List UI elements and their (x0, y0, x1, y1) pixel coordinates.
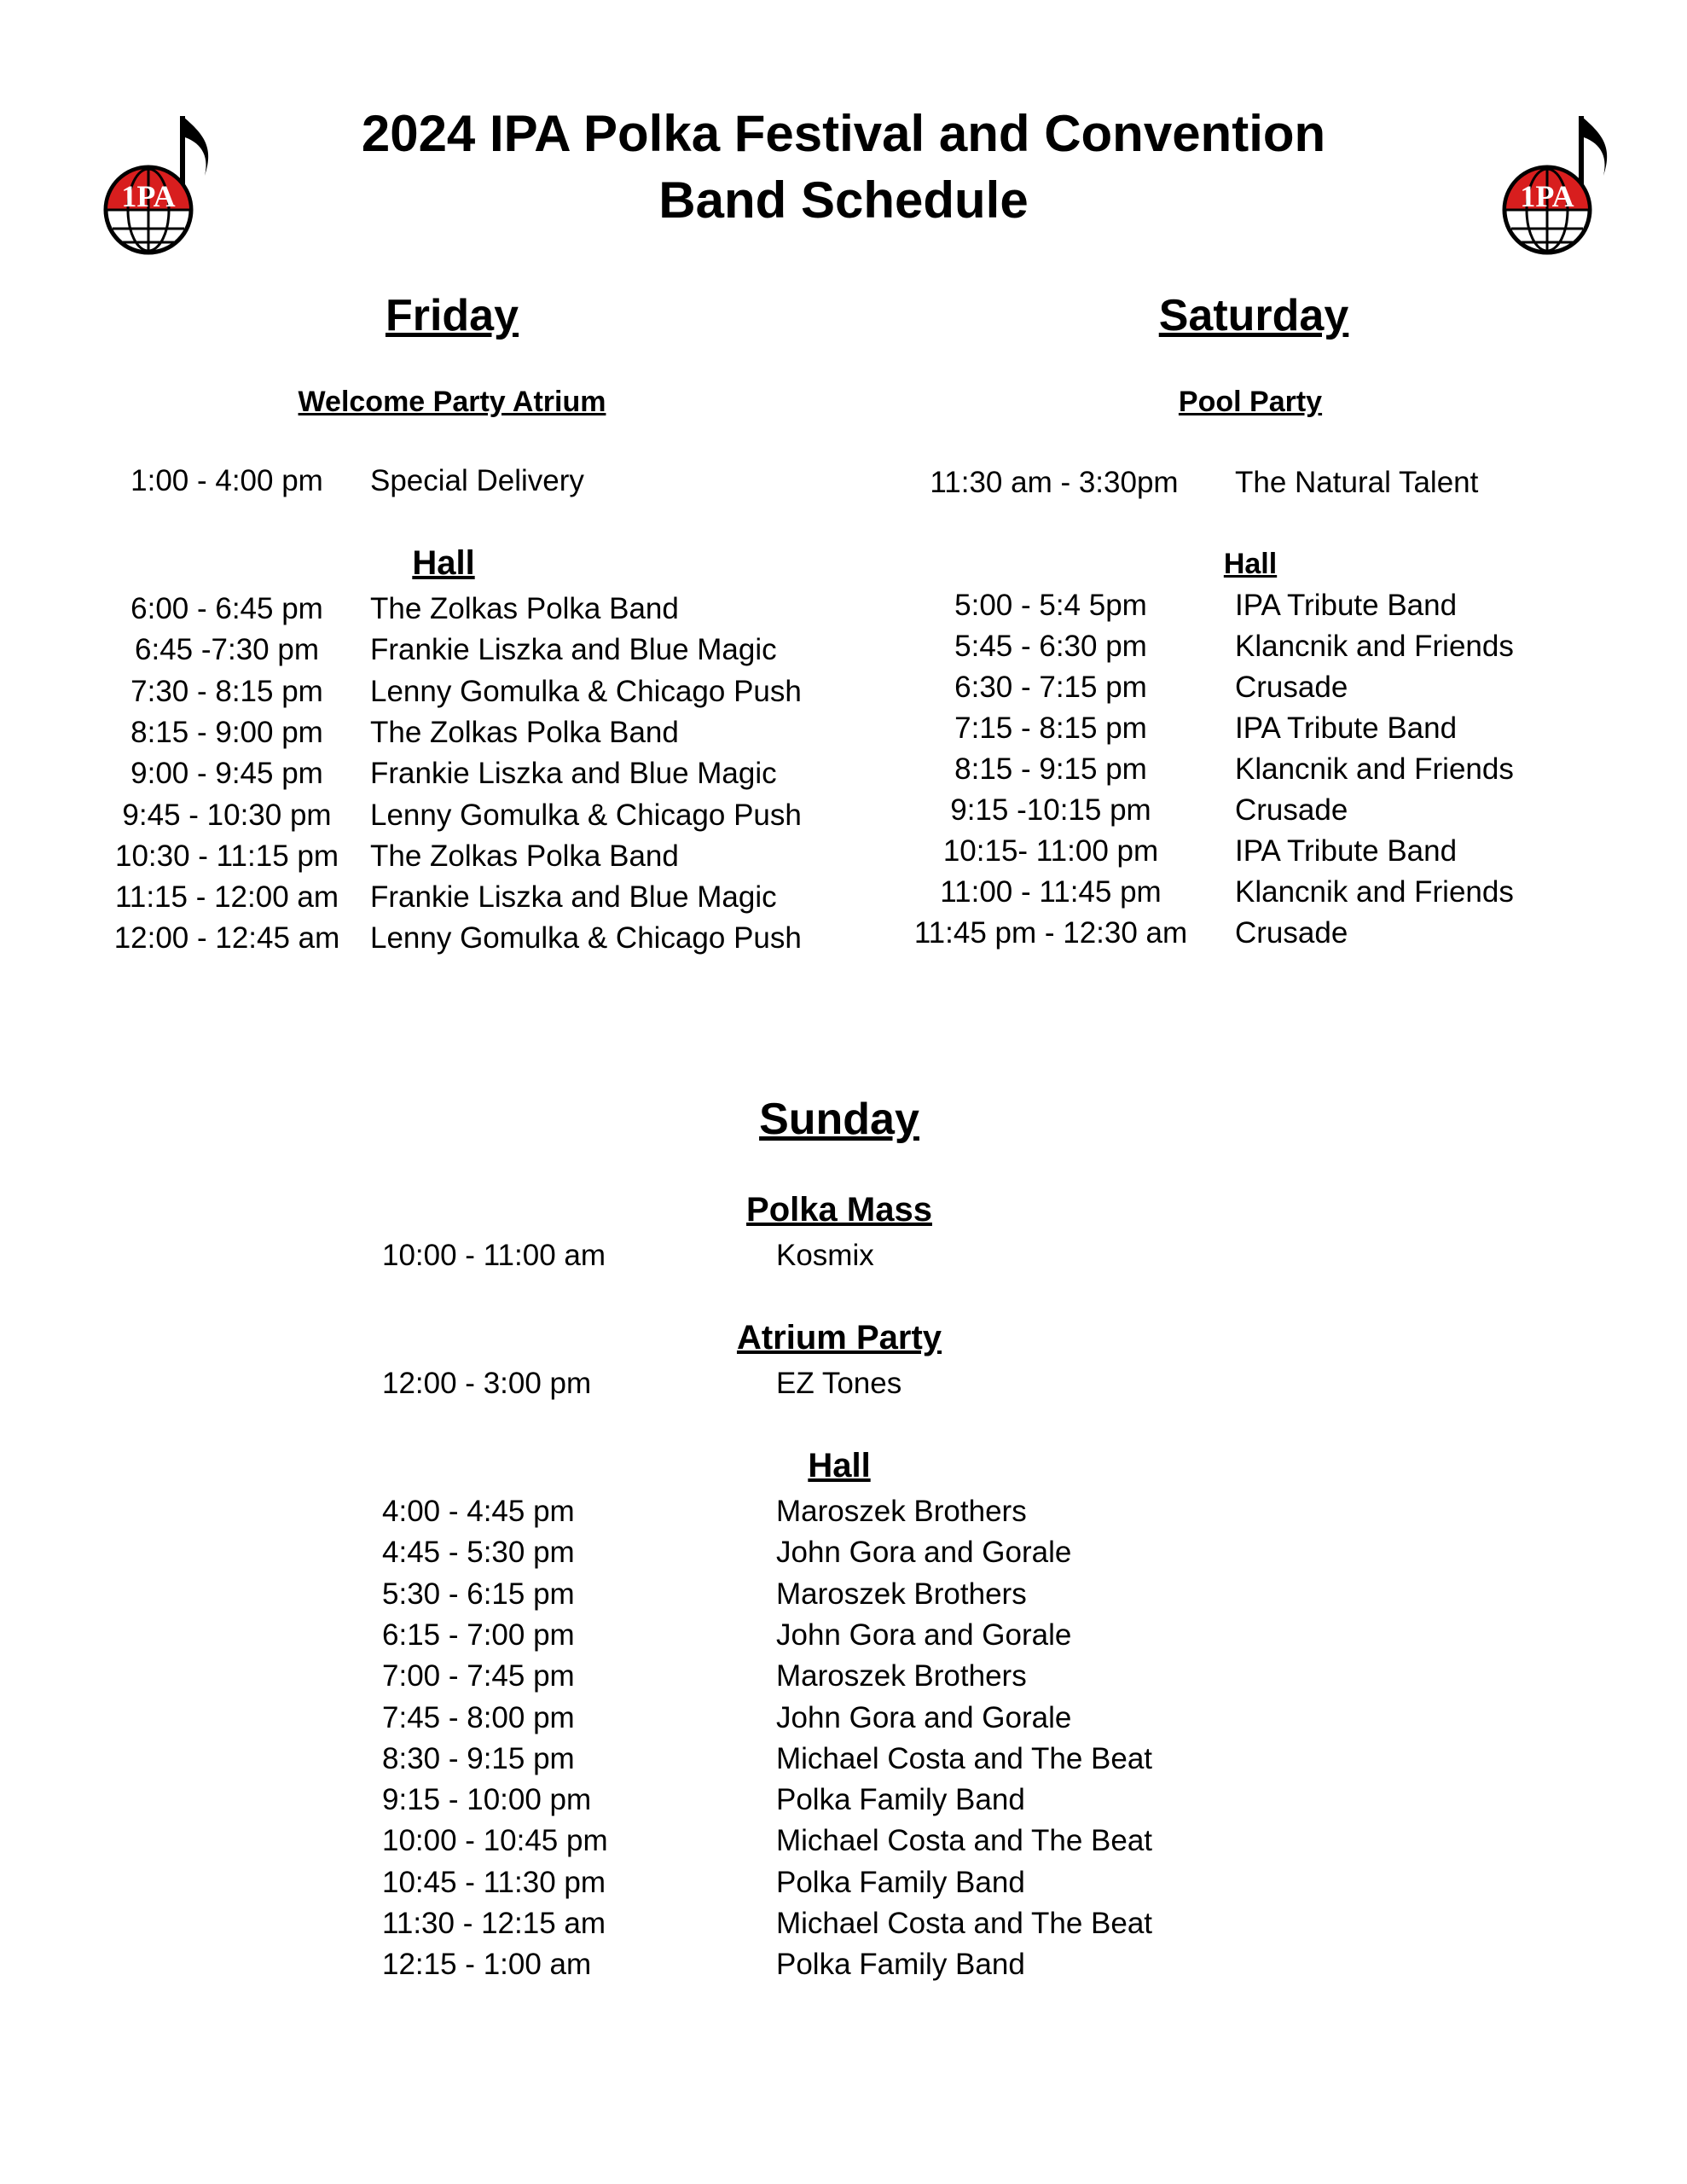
slot-band: Special Delivery (370, 464, 584, 497)
slot-band: Crusade (1235, 916, 1348, 950)
slot-band: Kosmix (776, 1239, 874, 1272)
slot-time: 9:00 - 9:45 pm (130, 757, 323, 791)
slot-band: Frankie Liszka and Blue Magic (370, 633, 777, 667)
slot-band: Maroszek Brothers (776, 1495, 1027, 1528)
slot-band: Klancnik and Friends (1235, 875, 1514, 909)
slot-time: 7:30 - 8:15 pm (130, 674, 323, 708)
slot-band: The Natural Talent (1235, 466, 1479, 499)
slot-band: IPA Tribute Band (1235, 834, 1458, 868)
title-line-1: 2024 IPA Polka Festival and Convention (361, 105, 1326, 162)
slot-band: EZ Tones (776, 1367, 902, 1400)
slot-band: The Zolkas Polka Band (370, 839, 679, 873)
saturday-pool-heading: Pool Party (1178, 386, 1323, 418)
slot-time: 6:30 - 7:15 pm (954, 671, 1147, 704)
slot-time: 6:45 -7:30 pm (135, 633, 319, 667)
slot-band: John Gora and Gorale (776, 1536, 1072, 1570)
sunday-mass-heading: Polka Mass (746, 1191, 932, 1228)
friday-welcome-heading: Welcome Party Atrium (298, 386, 606, 418)
slot-band: The Zolkas Polka Band (370, 715, 679, 749)
slot-band: Lenny Gomulka & Chicago Push (370, 921, 802, 956)
svg-text:1PA: 1PA (1520, 179, 1574, 213)
slot-band: Maroszek Brothers (776, 1659, 1027, 1693)
slot-time: 12:00 - 3:00 pm (382, 1367, 592, 1400)
saturday-hall-heading: Hall (1223, 548, 1278, 580)
slot-time: 9:15 - 10:00 pm (382, 1783, 592, 1817)
friday-hall-heading: Hall (412, 544, 475, 582)
svg-text:1PA: 1PA (121, 179, 176, 213)
slot-time: 8:15 - 9:00 pm (130, 715, 323, 749)
slot-band: Frankie Liszka and Blue Magic (370, 757, 777, 791)
slot-band: IPA Tribute Band (1235, 589, 1458, 622)
slot-time: 11:15 - 12:00 am (114, 880, 339, 915)
slot-band: John Gora and Gorale (776, 1618, 1072, 1652)
slot-band: Michael Costa and The Beat (776, 1741, 1153, 1775)
slot-time: 5:00 - 5:4 5pm (954, 589, 1147, 622)
slot-time: 10:45 - 11:30 pm (382, 1865, 606, 1899)
slot-band: Crusade (1235, 671, 1348, 704)
slot-time: 10:00 - 10:45 pm (382, 1824, 608, 1858)
slot-time: 12:00 - 12:45 am (113, 921, 340, 956)
page-title (0, 101, 1687, 234)
slot-time: 7:15 - 8:15 pm (954, 712, 1147, 745)
slot-band: Klancnik and Friends (1235, 630, 1514, 663)
slot-time: 10:00 - 11:00 am (382, 1239, 606, 1272)
slot-time: 10:15- 11:00 pm (942, 834, 1159, 868)
sunday-hall-heading: Hall (808, 1447, 871, 1484)
saturday-heading: Saturday (1158, 291, 1349, 340)
slot-band: Michael Costa and The Beat (776, 1907, 1153, 1940)
slot-band: Klancnik and Friends (1235, 752, 1514, 786)
slot-time: 7:45 - 8:00 pm (382, 1700, 575, 1734)
slot-band: Lenny Gomulka & Chicago Push (370, 674, 802, 708)
slot-band: The Zolkas Polka Band (370, 592, 679, 625)
slot-band: Polka Family Band (776, 1783, 1025, 1817)
slot-time: 5:30 - 6:15 pm (382, 1577, 575, 1611)
slot-time: 8:30 - 9:15 pm (382, 1741, 575, 1775)
slot-time: 7:00 - 7:45 pm (382, 1659, 575, 1693)
slot-band: IPA Tribute Band (1235, 712, 1458, 745)
slot-time: 11:30 - 12:15 am (382, 1907, 606, 1940)
slot-time: 12:15 - 1:00 am (382, 1948, 592, 1982)
slot-band: Michael Costa and The Beat (776, 1824, 1153, 1858)
slot-band: Crusade (1235, 793, 1348, 827)
slot-band: Frankie Liszka and Blue Magic (370, 880, 777, 915)
sunday-heading: Sunday (759, 1095, 919, 1144)
slot-time: 4:00 - 4:45 pm (382, 1495, 575, 1528)
slot-time: 8:15 - 9:15 pm (954, 752, 1147, 786)
slot-band: Lenny Gomulka & Chicago Push (370, 798, 802, 832)
slot-band: Maroszek Brothers (776, 1577, 1027, 1611)
slot-time: 9:15 -10:15 pm (950, 793, 1151, 827)
slot-time: 11:30 am - 3:30pm (930, 466, 1179, 499)
slot-time: 11:45 pm - 12:30 am (913, 916, 1188, 950)
slot-band: Polka Family Band (776, 1948, 1025, 1982)
slot-time: 10:30 - 11:15 pm (114, 839, 339, 873)
slot-time: 6:15 - 7:00 pm (382, 1618, 575, 1652)
sunday-atrium-heading: Atrium Party (736, 1319, 942, 1356)
slot-time: 5:45 - 6:30 pm (954, 630, 1147, 663)
title-line-2: Band Schedule (658, 171, 1029, 229)
slot-time: 1:00 - 4:00 pm (130, 464, 323, 497)
slot-time: 6:00 - 6:45 pm (130, 592, 323, 625)
slot-time: 11:00 - 11:45 pm (940, 875, 1162, 909)
slot-band: John Gora and Gorale (776, 1700, 1072, 1734)
slot-time: 9:45 - 10:30 pm (122, 798, 332, 832)
slot-time: 4:45 - 5:30 pm (382, 1536, 575, 1570)
friday-heading: Friday (385, 291, 519, 340)
slot-band: Polka Family Band (776, 1865, 1025, 1899)
